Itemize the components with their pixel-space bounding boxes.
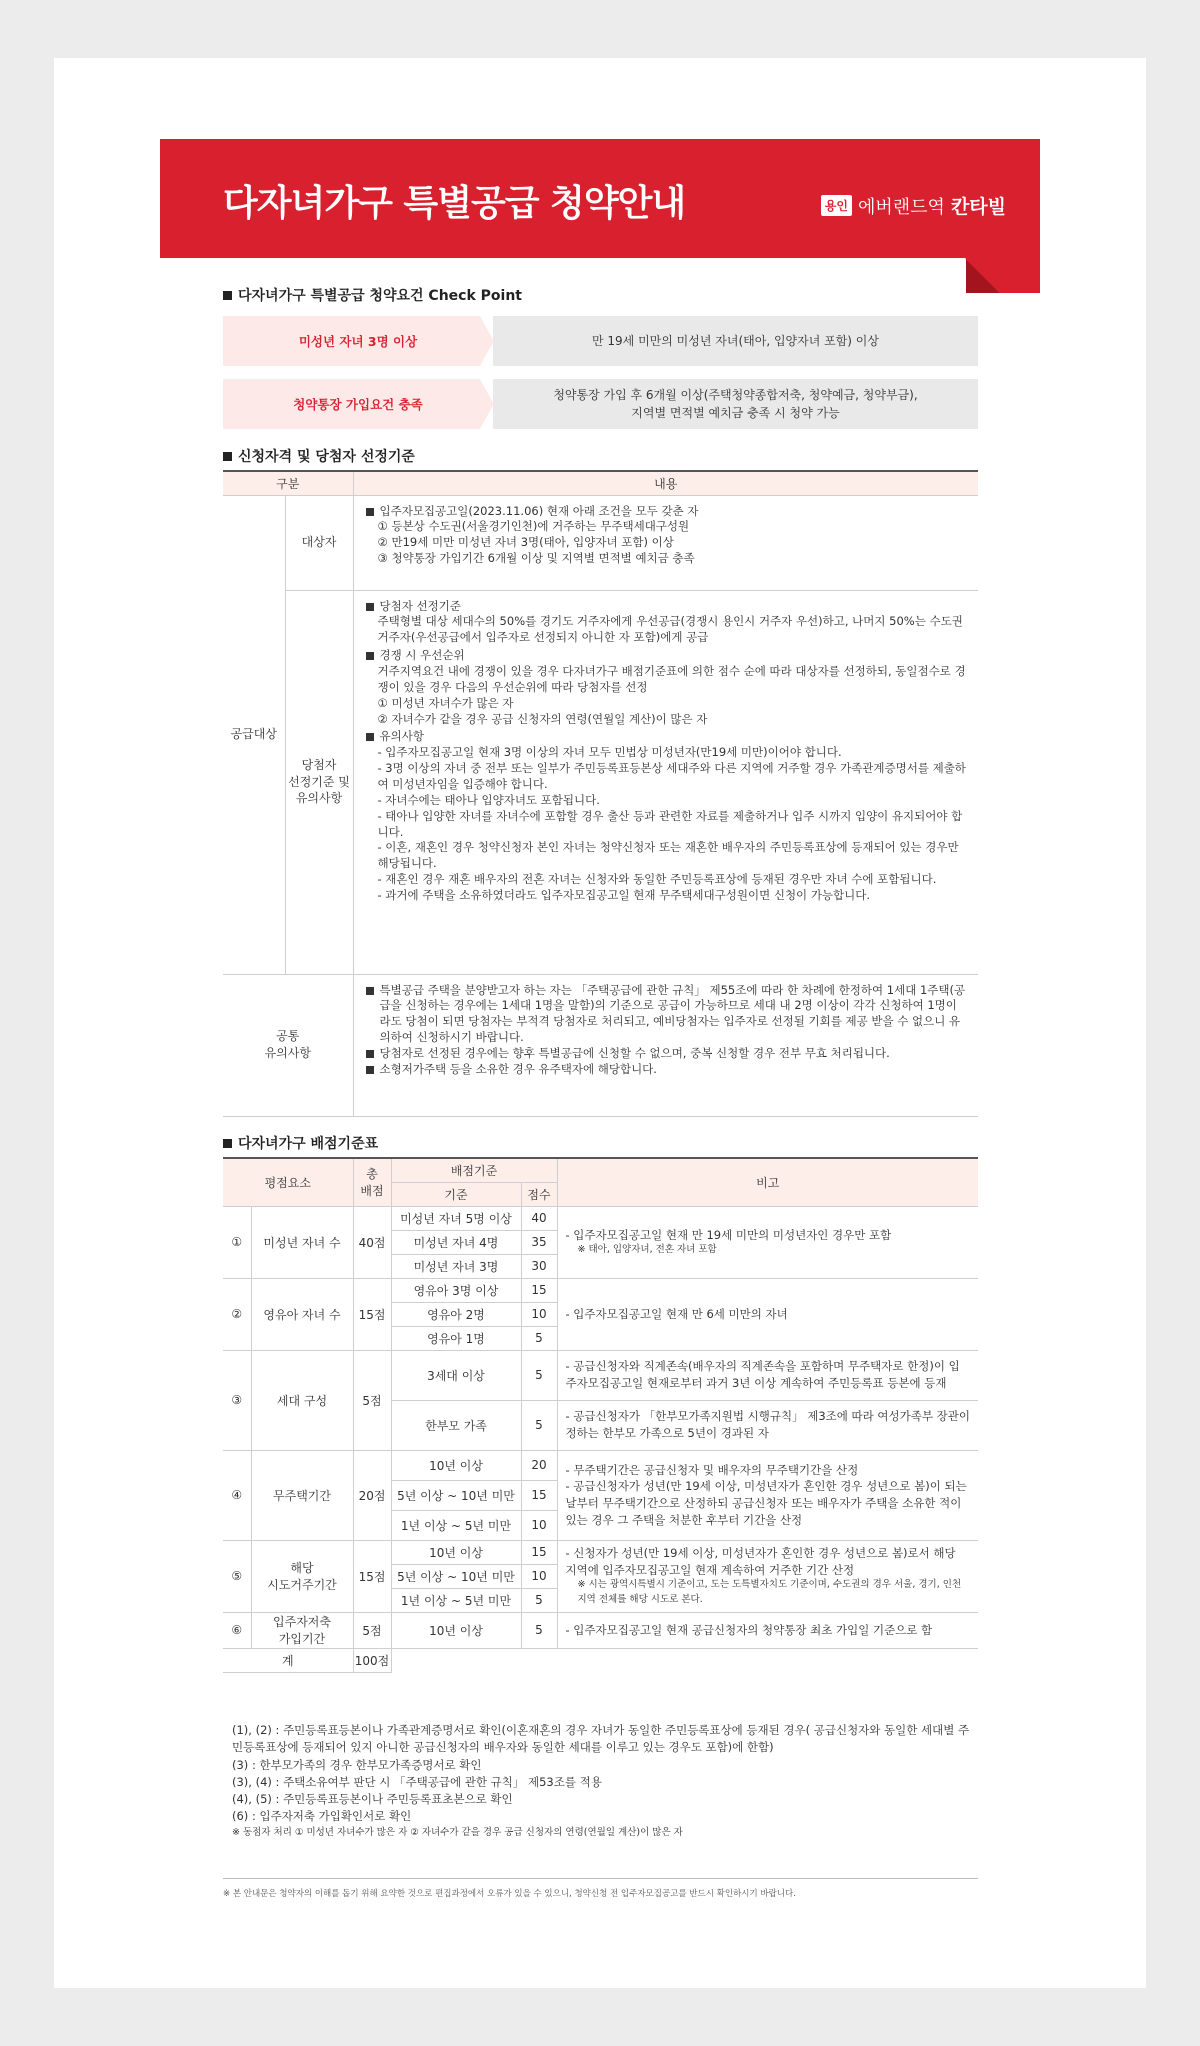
criteria-table: [223, 470, 978, 1117]
points: 15: [521, 1480, 557, 1510]
checkpoint-label: [223, 316, 493, 366]
square-bullet-icon: [366, 1050, 374, 1058]
selection-heading: 경쟁 시 우선순위: [379, 648, 465, 663]
criterion: 한부모 가족: [391, 1400, 521, 1450]
points: 20: [521, 1450, 557, 1480]
checkpoint-value-line: 지역별 면적별 예치금 충족 시 청약 가능: [631, 406, 840, 420]
points: 35: [521, 1230, 557, 1254]
footnote-small: ※ 동점자 처리 ① 미성년 자녀수가 많은 자 ② 자녀수가 같을 경우 공급 신청자의 연령(연월일 계산)이 많은 자: [232, 1826, 683, 1838]
row-number: ③: [223, 1350, 251, 1450]
checkpoint-label-text: 미성년 자녀 3명 이상: [298, 334, 418, 349]
remark-text: - 무주택기간은 공급신청자 및 배우자의 무주택기간을 산정: [565, 1462, 859, 1477]
row-number: ⑤: [223, 1540, 251, 1612]
factor-total: 5점: [353, 1350, 391, 1450]
page-title: 다자녀가구 특별공급 청약안내: [223, 183, 686, 224]
note-item: - 자녀수에는 태아나 입양자녀도 포함됩니다.: [377, 792, 600, 807]
factor-name: 영유아 자녀 수: [251, 1278, 353, 1350]
criterion: 1년 이상 ~ 5년 미만: [391, 1588, 521, 1612]
remark-small: ※ 시는 광역시특별시 기준이고, 도는 도특별자치도 기준이며, 수도권의 경우 서울, 경기, 인천지역 전체를 해당 시도로 본다.: [577, 1579, 962, 1605]
col-header-points: 점수: [521, 1182, 557, 1206]
common-label-line: 유의사항: [264, 1046, 311, 1060]
row-number: ④: [223, 1450, 251, 1540]
remark: - 입주자모집공고일 현재 만 6세 미만의 자녀: [557, 1278, 978, 1350]
note-item: - 과거에 주택을 소유하였더라도 입주자모집공고일 현재 무주택세대구성원이면 신청이 가능합니다.: [377, 887, 871, 902]
points: 5: [521, 1588, 557, 1612]
target-content: [353, 495, 978, 590]
points: 15: [521, 1278, 557, 1302]
col-header-category: 구분: [223, 471, 353, 495]
factor-total: 40점: [353, 1206, 391, 1278]
remark: - 공급신청자가 「한부모가족지원법 시행규칙」 제3조에 따라 여성가족부 장관이 정하는 한부모 가족으로 5년이 경과된 자: [557, 1400, 978, 1450]
criterion: 영유아 2명: [391, 1302, 521, 1326]
note-item: - 이혼, 재혼인 경우 청약신청자 본인 자녀는 청약신청자 또는 재혼한 배우자의 주민등록표상에 등재되어 있는 경우만 해당됩니다.: [377, 840, 959, 871]
factor-total: 5점: [353, 1612, 391, 1648]
target-item: ② 만19세 미만 미성년 자녀 3명(태아, 입양자녀 포함) 이상: [377, 535, 674, 550]
supply-target-label: 공급대상: [223, 495, 285, 974]
selection-label-line: 선정기준 및: [288, 774, 350, 789]
selection-heading: 당첨자 선정기준: [379, 598, 461, 613]
selection-content: [353, 590, 978, 974]
brand: [821, 192, 1006, 219]
criteria-title-text: 신청자격 및 당첨자 선정기준: [238, 449, 415, 465]
checkpoint-row: [223, 316, 978, 366]
disclaimer: ※ 본 안내문은 청약자의 이해를 돕기 위해 요약한 것으로 편집과정에서 오류가 있을 수 있으니, 청약신청 전 입주자모집공고를 반드시 확인하시기 바랍니다.: [223, 1878, 978, 1899]
criterion: 영유아 1명: [391, 1326, 521, 1350]
points: 10: [521, 1510, 557, 1540]
factor-name-line: 가입기간: [278, 1632, 326, 1646]
remark: - 공급신청자와 직계존속(배우자의 직계존속을 포함하며 무주택자로 한정)이 입주자모집공고일 현재로부터 과거 3년 이상 계속하여 주민등록표 등본에 등재: [557, 1350, 978, 1400]
factor-name: 무주택기간: [251, 1450, 353, 1540]
note-item: - 3명 이상의 자녀 중 전부 또는 일부가 주민등록표등본상 세대주와 다른 지역에 거주할 경우 가족관계증명서를 제출하여 미성년자임을 입증해야 합니다.: [377, 761, 966, 791]
common-label: [223, 974, 353, 1116]
points: 5: [521, 1350, 557, 1400]
points: 10: [521, 1302, 557, 1326]
sum-empty: [391, 1648, 978, 1672]
criterion: 미성년 자녀 3명: [391, 1254, 521, 1278]
sum-value: 100점: [353, 1648, 391, 1672]
square-bullet-icon: [223, 452, 232, 461]
remark: [557, 1450, 978, 1540]
criterion: 5년 이상 ~ 10년 미만: [391, 1480, 521, 1510]
criterion: 영유아 3명 이상: [391, 1278, 521, 1302]
square-bullet-icon: [366, 508, 374, 516]
target-item: ① 등본상 수도권(서울경기인천)에 거주하는 무주택세대구성원: [377, 519, 690, 534]
selection-heading: 유의사항: [379, 729, 424, 744]
criterion: 10년 이상: [391, 1540, 521, 1564]
checkpoint-title-text: 다자녀가구 특별공급 청약요건 Check Point: [238, 288, 522, 304]
points: 15: [521, 1540, 557, 1564]
col-header-total: [353, 1158, 391, 1206]
row-number: ①: [223, 1206, 251, 1278]
factor-name-line: 시도거주기간: [267, 1578, 337, 1592]
banner: [160, 139, 1040, 293]
target-item: 입주자모집공고일(2023.11.06) 현재 아래 조건을 모두 갖춘 자: [379, 503, 699, 518]
factor-name: 미성년 자녀 수: [251, 1206, 353, 1278]
factor-total: 20점: [353, 1450, 391, 1540]
checkpoint-value: 만 19세 미만의 미성년 자녀(태아, 입양자녀 포함) 이상: [493, 316, 978, 366]
remark: - 입주자모집공고일 현재 공급신청자의 청약통장 최초 가입일 기준으로 함: [557, 1612, 978, 1648]
target-label: 대상자: [285, 495, 353, 590]
square-bullet-icon: [366, 652, 374, 660]
footnote-line: (3), (4) : 주택소유여부 판단 시 「주택공급에 관한 규칙」 제53조를 적용: [232, 1774, 602, 1789]
col-header-content: 내용: [353, 471, 978, 495]
remark-small: ※ 태아, 입양자녀, 전혼 자녀 포함: [577, 1244, 717, 1256]
checkpoint-title: [223, 285, 522, 305]
factor-name: 세대 구성: [251, 1350, 353, 1450]
selection-label-line: 유의사항: [295, 791, 343, 806]
selection-text: 주택형별 대상 세대수의 50%를 경기도 거주자에게 우선공급(경쟁시 용인시 거주자 우선)하고, 나머지 50%는 수도권 거주자(우선공급에서 입주자로 선정되지 아니한 자 포함)에게 공급: [377, 614, 963, 645]
criteria-title: [223, 446, 415, 466]
checkpoint-row: [223, 379, 978, 429]
score-table: [223, 1157, 978, 1673]
common-content: [353, 974, 978, 1116]
remark-text: - 입주자모집공고일 현재 만 19세 미만의 미성년자인 경우만 포함: [565, 1227, 892, 1242]
brand-badge: 용인: [821, 195, 852, 216]
col-header-criteria: 배점기준: [391, 1158, 557, 1182]
col-header-total-line: 배점: [360, 1184, 384, 1199]
checkpoint-value: [493, 379, 978, 429]
square-bullet-icon: [223, 1139, 232, 1148]
checkpoint-value-line: 청약통장 가입 후 6개월 이상(주택청약종합저축, 청약예금, 청약부금),: [553, 388, 918, 402]
criterion: 3세대 이상: [391, 1350, 521, 1400]
remark: [557, 1540, 978, 1612]
footnote-line: (1), (2) : 주민등록표등본이나 가족관계증명서로 확인(이혼재혼의 경우 자녀가 동일한 주민등록표상에 등재된 경우( 공급신청자와 동일한 세대별 주민등록표상에 등재되어 있지 아니한 공급신청자의 배우자와 동일한 세대를 이루고 있는 경우도 포함)에 한함): [232, 1723, 970, 1755]
score-title-text: 다자녀가구 배점기준표: [238, 1136, 379, 1152]
footnotes: [232, 1722, 972, 1840]
sum-label: 계: [223, 1648, 353, 1672]
points: 5: [521, 1612, 557, 1648]
selection-text: ① 미성년 자녀수가 많은 자: [377, 695, 514, 710]
square-bullet-icon: [223, 291, 232, 300]
selection-text: 거주지역요건 내에 경쟁이 있을 경우 다자녀가구 배점기준표에 의한 점수 순에 따라 대상자를 선정하되, 동일점수로 경쟁이 있을 경우 다음의 우선순위에 따라 당첨자를 선정: [377, 663, 966, 694]
remark: [557, 1206, 978, 1278]
brand-name-bold: 칸타빌: [950, 196, 1006, 218]
note-item: - 태아나 입양한 자녀를 자녀수에 포함할 경우 출산 등과 관련한 자료를 제출하거나 입주 시까지 입양이 유지되어야 합니다.: [377, 808, 963, 839]
criterion: 10년 이상: [391, 1612, 521, 1648]
criterion: 1년 이상 ~ 5년 미만: [391, 1510, 521, 1540]
factor-name: [251, 1612, 353, 1648]
target-item: ③ 청약통장 가입기간 6개월 이상 및 지역별 면적별 예치금 충족: [377, 551, 695, 566]
common-item: 당첨자로 선정된 경우에는 향후 특별공급에 신청할 수 없으며, 중복 신청할 경우 전부 무효 처리됩니다.: [379, 1045, 890, 1060]
common-label-line: 공통: [276, 1029, 300, 1044]
brand-name: 에버랜드역: [857, 196, 945, 218]
factor-name-line: 입주자저축: [273, 1615, 331, 1629]
footnote-line: (6) : 입주자저축 가입확인서로 확인: [232, 1809, 412, 1824]
selection-label-line: 당첨자: [301, 757, 337, 772]
points: 10: [521, 1564, 557, 1588]
checkpoint-label-text: 청약통장 가입요건 충족: [293, 397, 423, 412]
criterion: 미성년 자녀 4명: [391, 1230, 521, 1254]
criterion: 5년 이상 ~ 10년 미만: [391, 1564, 521, 1588]
square-bullet-icon: [366, 1066, 374, 1074]
col-header-factor: 평점요소: [223, 1158, 353, 1206]
note-item: - 입주자모집공고일 현재 3명 이상의 자녀 모두 민법상 미성년자(만19세 미만)이어야 합니다.: [377, 745, 842, 760]
factor-total: 15점: [353, 1540, 391, 1612]
common-item: 소형저가주택 등을 소유한 경우 유주택자에 해당합니다.: [379, 1061, 657, 1076]
criterion: 미성년 자녀 5명 이상: [391, 1206, 521, 1230]
points: 40: [521, 1206, 557, 1230]
square-bullet-icon: [366, 733, 374, 741]
points: 30: [521, 1254, 557, 1278]
square-bullet-icon: [366, 603, 374, 611]
common-item: 특별공급 주택을 분양받고자 하는 자는 「주택공급에 관한 규칙」 제55조에 따라 한 차례에 한정하여 1세대 1주택(공급을 신청하는 경우에는 1세대 1명을 말함)의 기준으로 공급이 가능하므로 세대 내 2명 이상이 각각 신청하여 1명이라도 당첨이 되면 당첨자는 부적격 당첨자로 처리되고, 예비당첨자는 입주자로 선정될 기회를 제공 받을 수 없으니 유의하여 신청하시기 바랍니다.: [379, 982, 966, 1045]
criterion: 10년 이상: [391, 1450, 521, 1480]
row-number: ⑥: [223, 1612, 251, 1648]
checkpoint-label: [223, 379, 493, 429]
points: 5: [521, 1326, 557, 1350]
factor-name: [251, 1540, 353, 1612]
score-title: [223, 1133, 378, 1153]
square-bullet-icon: [366, 987, 374, 995]
factor-name-line: 해당: [290, 1561, 314, 1575]
row-number: ②: [223, 1278, 251, 1350]
remark-text: - 신청자가 성년(만 19세 이상, 미성년자가 혼인한 경우 성년으로 봄)로서 해당 지역에 입주자모집공고일 현재 계속하여 거주한 기간 산정: [565, 1546, 956, 1577]
factor-total: 15점: [353, 1278, 391, 1350]
points: 5: [521, 1400, 557, 1450]
col-header-total-line: 총: [366, 1167, 378, 1182]
selection-label: [285, 590, 353, 974]
selection-text: ② 자녀수가 같을 경우 공급 신청자의 연령(연월일 계산)이 많은 자: [377, 711, 708, 726]
remark-text: - 공급신청자가 성년(만 19세 이상, 미성년자가 혼인한 경우 성년으로 봄)이 되는 날부터 무주택기간으로 산정하되 공급신청자 또는 배우자가 주택을 소유한 적이 있는 경우 그 주택을 처분한 후부터 기간을 산정: [565, 1479, 967, 1527]
note-item: - 재혼인 경우 재혼 배우자의 전혼 자녀는 신청자와 동일한 주민등록표상에 등재된 경우만 자녀 수에 포함됩니다.: [377, 872, 937, 887]
footnote-line: (3) : 한부모가족의 경우 한부모가족증명서로 확인: [232, 1757, 482, 1772]
col-header-remarks: 비고: [557, 1158, 978, 1206]
col-header-criterion: 기준: [391, 1182, 521, 1206]
footnote-line: (4), (5) : 주민등록표등본이나 주민등록표초본으로 확인: [232, 1792, 513, 1806]
